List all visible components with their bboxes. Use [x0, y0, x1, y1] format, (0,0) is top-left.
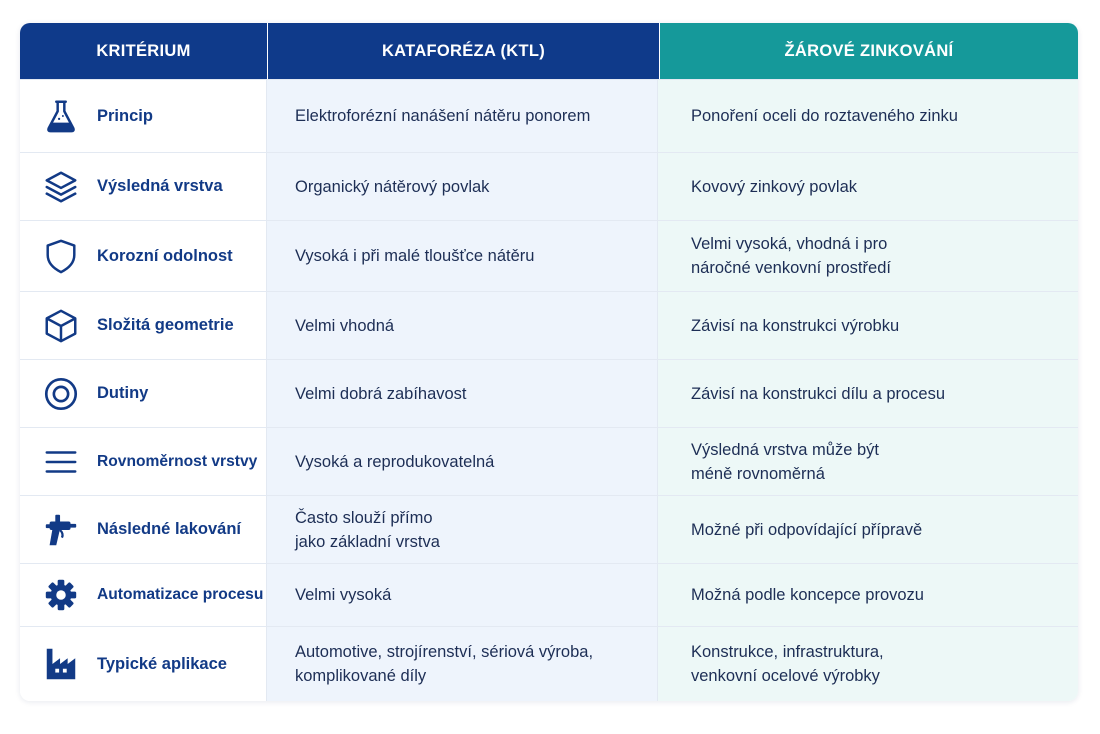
layers-icon [42, 166, 84, 208]
zinc-value: Ponoření oceli do roztaveného zinku [691, 107, 958, 125]
flask-icon [42, 95, 84, 137]
cube-icon [42, 305, 84, 347]
ktl-cell [267, 360, 658, 427]
ktl-cell [267, 564, 658, 626]
comparison-table [20, 23, 1078, 701]
header-criterion: KRITÉRIUM [20, 23, 268, 79]
criterion-label: Princip [97, 106, 153, 125]
criterion-cell [20, 627, 267, 701]
header-ktl: KATAFORÉZA (KTL) [268, 23, 660, 79]
criterion-label: Výsledná vrstva [97, 177, 223, 195]
gear-icon [42, 574, 84, 616]
table-header [20, 23, 1078, 79]
table-row [20, 220, 1078, 291]
ktl-value: Velmi vhodná [295, 316, 395, 335]
ktl-cell [267, 627, 658, 701]
ktl-cell [267, 221, 658, 291]
ktl-value: Vysoká a reprodukovatelná [295, 452, 495, 471]
target-icon [42, 373, 84, 415]
zinc-value: Velmi vysoká, vhodná i pro náročné venkovní prostředí [691, 235, 891, 277]
zinc-cell [658, 564, 1078, 626]
factory-icon [42, 643, 84, 685]
criterion-label: Složitá geometrie [97, 316, 234, 334]
ktl-cell [267, 292, 658, 359]
ktl-value: Často slouží přímo jako základní vrstva [295, 508, 440, 551]
criterion-label: Korozní odolnost [97, 246, 233, 265]
table-row [20, 563, 1078, 626]
spray-gun-icon [42, 509, 84, 551]
zinc-value: Možná podle koncepce provozu [691, 586, 924, 604]
criterion-cell [20, 221, 267, 291]
criterion-label: Rovnoměrnost vrstvy [97, 452, 258, 470]
criterion-cell [20, 360, 267, 427]
zinc-cell [658, 360, 1078, 427]
lines-icon [42, 441, 84, 483]
criterion-cell [20, 564, 267, 626]
criterion-label: Automatizace procesu [97, 586, 264, 603]
criterion-label: Dutiny [97, 384, 149, 402]
ktl-cell [267, 428, 658, 495]
zinc-cell [658, 80, 1078, 152]
zinc-value: Konstrukce, infrastruktura, venkovní ocelové výrobky [691, 643, 884, 685]
table-row [20, 427, 1078, 495]
zinc-value: Výsledná vrstva může být méně rovnoměrná [691, 440, 879, 483]
zinc-cell [658, 221, 1078, 291]
ktl-value: Automotive, strojírenství, sériová výroba, komplikované díly [295, 643, 594, 685]
zinc-cell [658, 428, 1078, 495]
zinc-cell [658, 627, 1078, 701]
ktl-value: Velmi dobrá zabíhavost [295, 384, 467, 403]
zinc-cell [658, 153, 1078, 220]
ktl-value: Organický nátěrový povlak [295, 177, 490, 196]
table-row [20, 152, 1078, 220]
ktl-cell [267, 153, 658, 220]
table-row [20, 626, 1078, 701]
zinc-cell [658, 496, 1078, 563]
table-row [20, 495, 1078, 563]
table-row [20, 79, 1078, 152]
criterion-cell [20, 153, 267, 220]
criterion-label: Následné lakování [97, 520, 241, 538]
zinc-value: Možné při odpovídající přípravě [691, 520, 923, 539]
ktl-value: Elektroforézní nanášení nátěru ponorem [295, 107, 591, 125]
header-zinc: ŽÁROVÉ ZINKOVÁNÍ [660, 23, 1078, 79]
criterion-cell [20, 496, 267, 563]
criterion-cell [20, 292, 267, 359]
table-row [20, 291, 1078, 359]
ktl-value: Velmi vysoká [295, 586, 392, 604]
zinc-value: Kovový zinkový povlak [691, 177, 857, 196]
criterion-label: Typické aplikace [97, 654, 227, 673]
criterion-cell [20, 428, 267, 495]
ktl-value: Vysoká i při malé tloušťce nátěru [295, 247, 535, 265]
ktl-cell [267, 496, 658, 563]
criterion-cell [20, 80, 267, 152]
shield-icon [42, 235, 84, 277]
zinc-cell [658, 292, 1078, 359]
table-row [20, 359, 1078, 427]
zinc-value: Závisí na konstrukci dílu a procesu [691, 384, 946, 403]
zinc-value: Závisí na konstrukci výrobku [691, 316, 900, 335]
ktl-cell [267, 80, 658, 152]
